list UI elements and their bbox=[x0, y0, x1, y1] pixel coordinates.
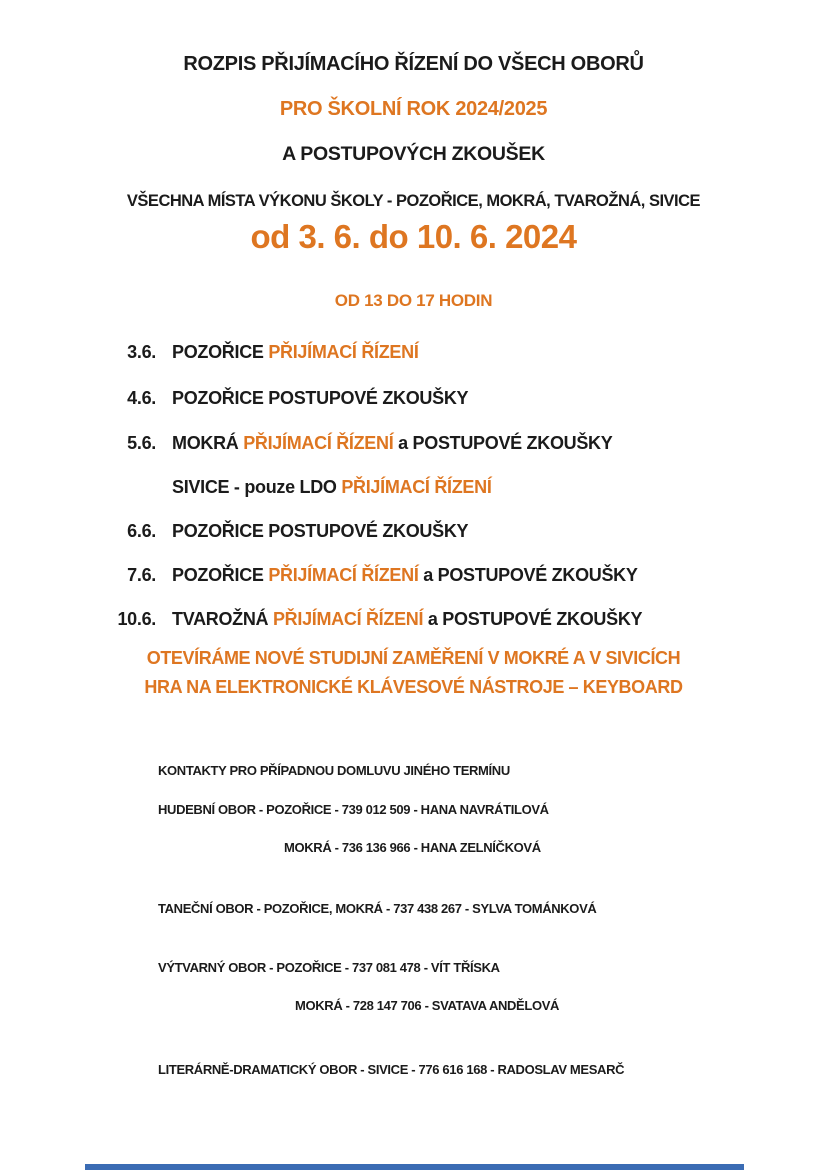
schedule-date: 5.6. bbox=[127, 433, 156, 453]
schedule-part: PŘIJÍMACÍ ŘÍZENÍ bbox=[268, 565, 419, 585]
schedule-part: PŘIJÍMACÍ ŘÍZENÍ bbox=[268, 342, 419, 362]
title-line-1: ROZPIS PŘIJÍMACÍHO ŘÍZENÍ DO VŠECH OBORŮ bbox=[183, 53, 644, 75]
schedule-row bbox=[0, 477, 827, 503]
schedule-part: a POSTUPOVÉ ZKOUŠKY bbox=[393, 433, 613, 453]
schedule-text bbox=[172, 342, 419, 363]
schedule-text bbox=[172, 565, 638, 586]
schedule-row bbox=[0, 342, 827, 368]
schedule-part: POZOŘICE bbox=[172, 565, 269, 585]
schedule-row bbox=[0, 609, 827, 635]
schedule-part: PŘIJÍMACÍ ŘÍZENÍ bbox=[272, 609, 424, 629]
schedule-row bbox=[0, 565, 827, 591]
schedule-date: 10.6. bbox=[117, 609, 156, 629]
schedule-row bbox=[0, 521, 827, 547]
opening-hours: OD 13 DO 17 HODIN bbox=[334, 291, 493, 310]
contact-music-mokra: MOKRÁ - 736 136 966 - HANA ZELNÍČKOVÁ bbox=[284, 840, 541, 855]
schedule-text bbox=[172, 388, 468, 409]
schedule-part: POZOŘICE POSTUPOVÉ ZKOUŠKY bbox=[172, 521, 469, 541]
schedule-text bbox=[172, 521, 468, 542]
contact-literary-dramatic: LITERÁRNĚ-DRAMATICKÝ OBOR - SIVICE - 776 616 168 - RADOSLAV MESARČ bbox=[158, 1062, 625, 1077]
footer-bar bbox=[85, 1164, 744, 1170]
schedule-part: MOKRÁ bbox=[172, 433, 244, 453]
schedule-part: SIVICE - pouze LDO bbox=[172, 477, 342, 497]
schedule-text bbox=[172, 477, 492, 498]
schedule-part: PŘIJÍMACÍ ŘÍZENÍ bbox=[341, 477, 492, 497]
schedule-date: 7.6. bbox=[127, 565, 156, 585]
schedule-text bbox=[172, 433, 612, 454]
contact-dance: TANEČNÍ OBOR - POZOŘICE, MOKRÁ - 737 438 267 - SYLVA TOMÁNKOVÁ bbox=[158, 901, 597, 916]
locations-line: VŠECHNA MÍSTA VÝKONU ŠKOLY - POZOŘICE, MOKRÁ, TVAROŽNÁ, SIVICE bbox=[126, 192, 701, 210]
date-range: od 3. 6. do 10. 6. 2024 bbox=[250, 218, 577, 255]
contact-music-pozorice: HUDEBNÍ OBOR - POZOŘICE - 739 012 509 - HANA NAVRÁTILOVÁ bbox=[158, 802, 549, 817]
schedule-row bbox=[0, 433, 827, 459]
contact-art-pozorice: VÝTVARNÝ OBOR - POZOŘICE - 737 081 478 - VÍT TŘÍSKA bbox=[158, 960, 500, 975]
schedule-date: 3.6. bbox=[127, 342, 156, 362]
schedule-part: a POSTUPOVÉ ZKOUŠKY bbox=[418, 565, 638, 585]
schedule-date: 6.6. bbox=[127, 521, 156, 541]
announcement-line-2: HRA NA ELEKTRONICKÉ KLÁVESOVÉ NÁSTROJE – KEYBOARD bbox=[144, 677, 683, 697]
schedule-date: 4.6. bbox=[127, 388, 156, 408]
contacts-heading: KONTAKTY PRO PŘÍPADNOU DOMLUVU JINÉHO TERMÍNU bbox=[158, 763, 510, 778]
contact-art-mokra: MOKRÁ - 728 147 706 - SVATAVA ANDĚLOVÁ bbox=[295, 998, 560, 1013]
schedule-text bbox=[172, 609, 642, 630]
title-line-2: PRO ŠKOLNÍ ROK 2024/2025 bbox=[279, 98, 548, 120]
schedule-part: PŘIJÍMACÍ ŘÍZENÍ bbox=[243, 433, 394, 453]
announcement-line-1: OTEVÍRÁME NOVÉ STUDIJNÍ ZAMĚŘENÍ V MOKRÉ A V SIVICÍCH bbox=[146, 648, 681, 668]
schedule-part: POZOŘICE POSTUPOVÉ ZKOUŠKY bbox=[172, 388, 469, 408]
schedule-row bbox=[0, 388, 827, 414]
title-line-3: A POSTUPOVÝCH ZKOUŠEK bbox=[282, 143, 545, 165]
schedule-part: TVAROŽNÁ bbox=[172, 609, 273, 629]
schedule-part: POZOŘICE bbox=[172, 342, 269, 362]
schedule-part: a POSTUPOVÉ ZKOUŠKY bbox=[423, 609, 643, 629]
